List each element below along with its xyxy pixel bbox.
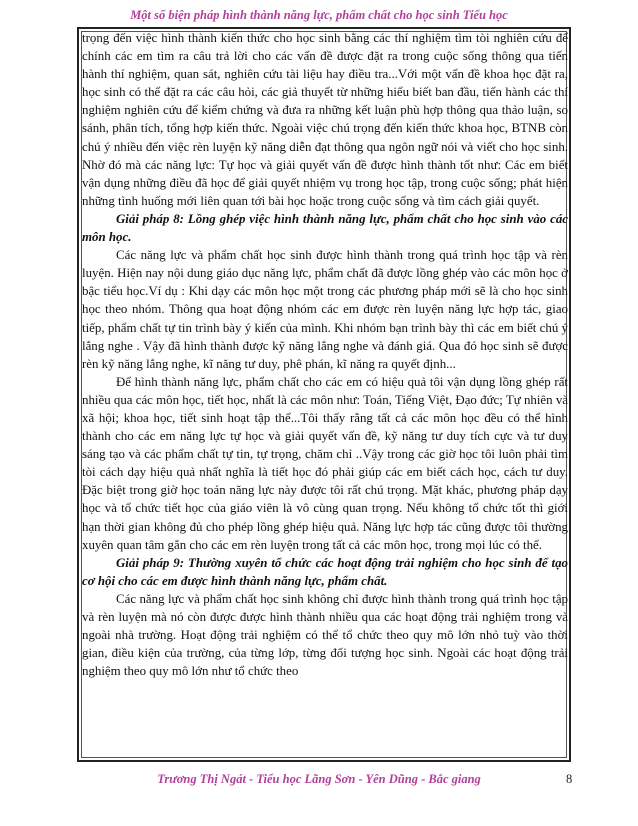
paragraph-continuation: trọng đến việc hình thành kiến thức cho học sinh bằng các thí nghiệm tìm tòi nghiên cứu để chính các em tìm ra câu trả lời cho các vấn đề được đặt ra trong cuộc sống thông qua tiến hành thí nghiệm, quan sát, nghiên cứu tài liệu hay điều tra...Với một vấn đề khoa học đặt ra, học sinh có thể đặt ra các câu hỏi, các giả thuyết từ những hiểu biết ban đầu, tiến hành các thí nghiệm nghiên cứu để kiểm chứng và đưa ra những kết luận phù hợp thông qua thảo luận, so sánh, phân tích, tổng hợp kiến thức. Ngoài việc chú trọng đến kiến thức khoa học, BTNB còn chú ý nhiều đến việc rèn luyện kỹ năng diễn đạt thông qua ngôn ngữ nói và viết cho học sinh. Nhờ đó mà các năng lực: Tự học và giải quyết vấn đề được hình thành tốt như: Các em biết vận dụng những điều đã học để giải quyết nhiệm vụ trong học tập, trong cuộc sống; phát hiện những tình huống mới liên quan tới bài học hoặc trong cuộc sống và tìm cách giải quyết. bbox=[82, 31, 568, 208]
document-body bbox=[82, 29, 568, 680]
paragraph-solution-8-intro: Các năng lực và phẩm chất học sinh được hình thành trong quá trình học tập và rèn luyện. Hiện nay nội dung giáo dục năng lực, phẩm chất đã được lồng ghép vào các môn học ở bậc tiểu học.Ví dụ : Khi dạy các môn học một trong các phương pháp mới sẽ là cho học sinh học theo nhóm. Thông qua hoạt động nhóm các em được rèn luyện năng lực hợp tác, giao tiếp, phẩm chất tự tin trình bày ý kiến của mình. Khi nhóm bạn trình bày thì các em biết chú ý lắng nghe . Vậy đã hình thành được kỹ năng lắng nghe và đánh giá. Qua đó học sinh sẽ được rèn kỹ năng lắng nghe, kĩ năng tư duy, phê phán, kĩ năng ra quyết định... bbox=[82, 248, 568, 371]
paragraph-solution-9-intro: Các năng lực và phẩm chất học sinh không chỉ được hình thành trong quá trình học tập và rèn luyện mà nó còn được được hình thành nhiều qua các hoạt động trải nghiệm trong và ngoài nhà trường. Hoạt động trải nghiệm có thể tổ chức theo quy mô lớn nhỏ tuỳ vào thời gian, điều kiện của trường, của từng lớp, từng đối tượng học sinh. Ngoài các hoạt động trải nghiệm theo quy mô lớn như tổ chức theo bbox=[82, 591, 568, 679]
heading-solution-9: Giải pháp 9: Thường xuyên tổ chức các hoạt động trải nghiệm cho học sinh để tạo cơ hội cho các em được hình thành năng lực, phẩm chất. bbox=[82, 555, 568, 588]
heading-solution-8: Giải pháp 8: Lồng ghép việc hình thành năng lực, phẩm chất cho học sinh vào các môn học. bbox=[82, 211, 568, 245]
paragraph-solution-8-detail: Để hình thành năng lực, phẩm chất cho các em có hiệu quả tôi vận dụng lồng ghép rất nhiều qua các môn học, tiết học, nhất là các môn như: Toán, Tiếng Việt, Đạo đức; Tự nhiên và xã hội; khoa học, tiết sinh hoạt tập thể...Tôi thấy rằng tất cả các môn học đều có thể hình thành cho các em năng lực tự học và giải quyết vấn đề, kỹ năng tư duy tích cực và tư duy sáng tạo và các phẩm chất tự tin, tự trọng, chăm chỉ ..Vậy trong các giờ học tôi luôn phải tìm tòi cách dạy hiệu quả nhất nghĩa là tiết học đó phải giúp các em biết cách học, cách tư duy. Đặc biệt trong giờ học toán năng lực này được tôi rất chú trọng. Mặt khác, phương pháp dạy học và tổ chức tiết học của giáo viên là vô cùng quan trọng. Nếu không tổ chức tốt thì giới hạn thời gian không đủ cho phép lồng ghép hiệu quả. Năng lực hợp tác cũng được tôi thường xuyên quan tâm gắn cho các em rèn luyện trong tất cả các môn học, trong mọi lúc có thể. bbox=[82, 374, 568, 552]
footer-author: Trương Thị Ngát - Tiểu học Lãng Sơn - Yên Dũng - Bắc giang bbox=[157, 772, 481, 786]
page-header: Một số biện pháp hình thành năng lực, phẩm chất cho học sinh Tiểu học bbox=[130, 8, 508, 22]
page-number: 8 bbox=[566, 772, 573, 786]
